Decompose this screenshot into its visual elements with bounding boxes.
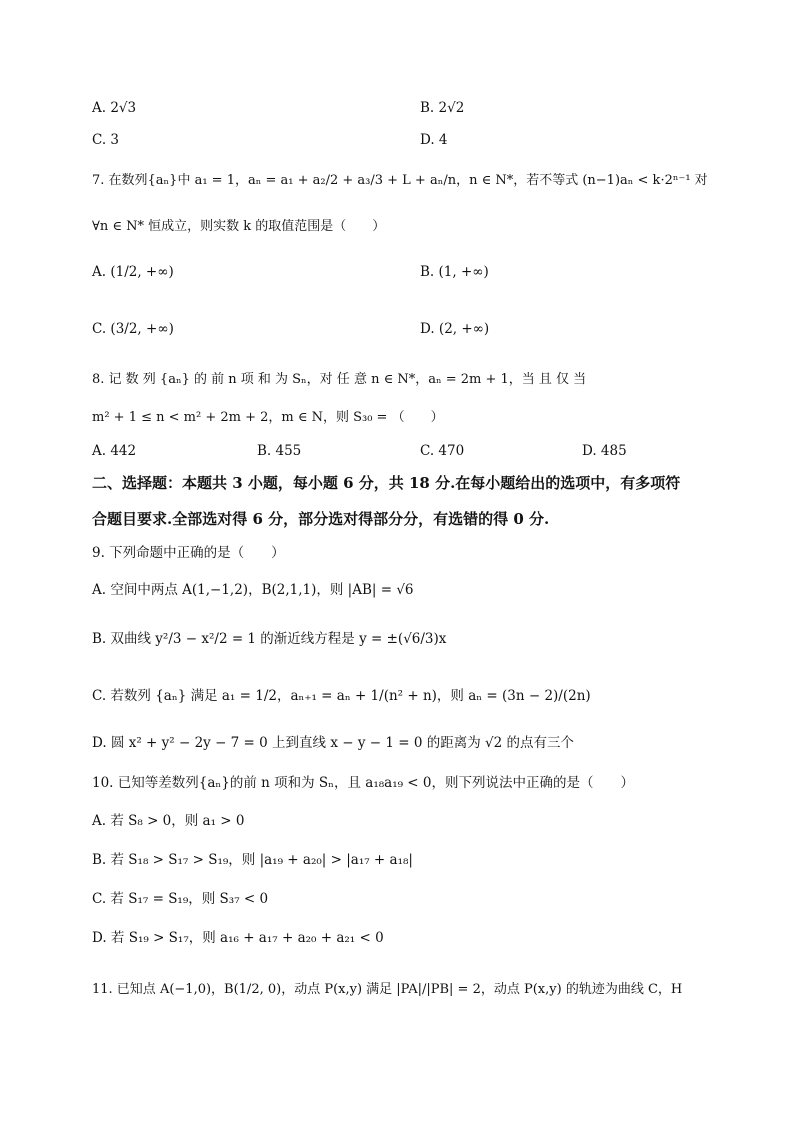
q8-stem-line2: m² + 1 ≤ n < m² + 2m + 2，m ∈ N，则 S₃₀ = （ ） — [92, 410, 444, 425]
q8-option-a: A. 442 — [92, 443, 137, 459]
q8-stem-line1: 8. 记 数 列 {aₙ} 的 前 n 项 和 为 Sₙ，对 任 意 n ∈ N*，aₙ = 2m + 1，当 且 仅 当 — [92, 372, 587, 387]
q10-option-a: A. 若 S₈ > 0，则 a₁ > 0 — [92, 813, 245, 829]
q11-stem-line1: 11. 已知点 A(−1,0)，B(1/2, 0)，动点 P(x,y) 满足 |PA|/|PB| = 2，动点 P(x,y) 的轨迹为曲线 C，H — [92, 982, 683, 997]
q7-option-d: D. (2, +∞) — [420, 321, 490, 337]
q8-option-c: C. 470 — [420, 443, 465, 459]
q6-option-b: B. 2√2 — [420, 100, 465, 116]
q10-stem: 10. 已知等差数列{aₙ}的前 n 项和为 Sₙ，且 a₁₈a₁₉ < 0，则下列说法中正确的是（ ） — [92, 775, 635, 791]
q7-option-a: A. (1/2, +∞) — [92, 264, 174, 280]
q9-stem: 9. 下列命题中正确的是（ ） — [92, 545, 285, 561]
q8-option-d: D. 485 — [582, 443, 627, 459]
q10-option-d: D. 若 S₁₉ > S₁₇，则 a₁₆ + a₁₇ + a₂₀ + a₂₁ < 0 — [92, 930, 384, 946]
q6-option-d: D. 4 — [420, 132, 448, 148]
q9-option-d: D. 圆 x² + y² − 2y − 7 = 0 上到直线 x − y − 1 = 0 的距离为 √2 的点有三个 — [92, 735, 574, 751]
q10-option-c: C. 若 S₁₇ = S₁₉，则 S₃₇ < 0 — [92, 891, 269, 907]
q6-option-c: C. 3 — [92, 132, 120, 148]
q7-option-b: B. (1, +∞) — [420, 264, 489, 280]
q9-option-c: C. 若数列 {aₙ} 满足 a₁ = 1/2，aₙ₊₁ = aₙ + 1/(n² + n)，则 aₙ = (3n − 2)/(2n) — [92, 688, 591, 704]
q7-option-c: C. (3/2, +∞) — [92, 321, 174, 337]
q6-option-a: A. 2√3 — [92, 100, 137, 116]
section2-heading-line1: 二、选择题：本题共 3 小题，每小题 6 分，共 18 分.在每小题给出的选项中，有多项符 — [92, 474, 681, 492]
q7-stem-line1: 7. 在数列{aₙ}中 a₁ = 1，aₙ = a₁ + a₂/2 + a₃/3 + L + aₙ/n，n ∈ N*，若不等式 (n−1)aₙ < k·2ⁿ⁻¹ 对 — [92, 173, 708, 188]
q9-option-b: B. 双曲线 y²/3 − x²/2 = 1 的渐近线方程是 y = ±(√6/3)x — [92, 631, 447, 647]
q9-option-a: A. 空间中两点 A(1,−1,2)，B(2,1,1)，则 |AB| = √6 — [92, 582, 414, 598]
q7-stem-line2: ∀n ∈ N* 恒成立，则实数 k 的取值范围是（ ） — [92, 219, 386, 234]
q10-option-b: B. 若 S₁₈ > S₁₇ > S₁₉，则 |a₁₉ + a₂₀| > |a₁₇ + a₁₈| — [92, 852, 413, 868]
q8-option-b: B. 455 — [257, 443, 302, 459]
section2-heading-line2: 合题目要求.全部选对得 6 分，部分选对得部分分，有选错的得 0 分. — [92, 510, 550, 528]
